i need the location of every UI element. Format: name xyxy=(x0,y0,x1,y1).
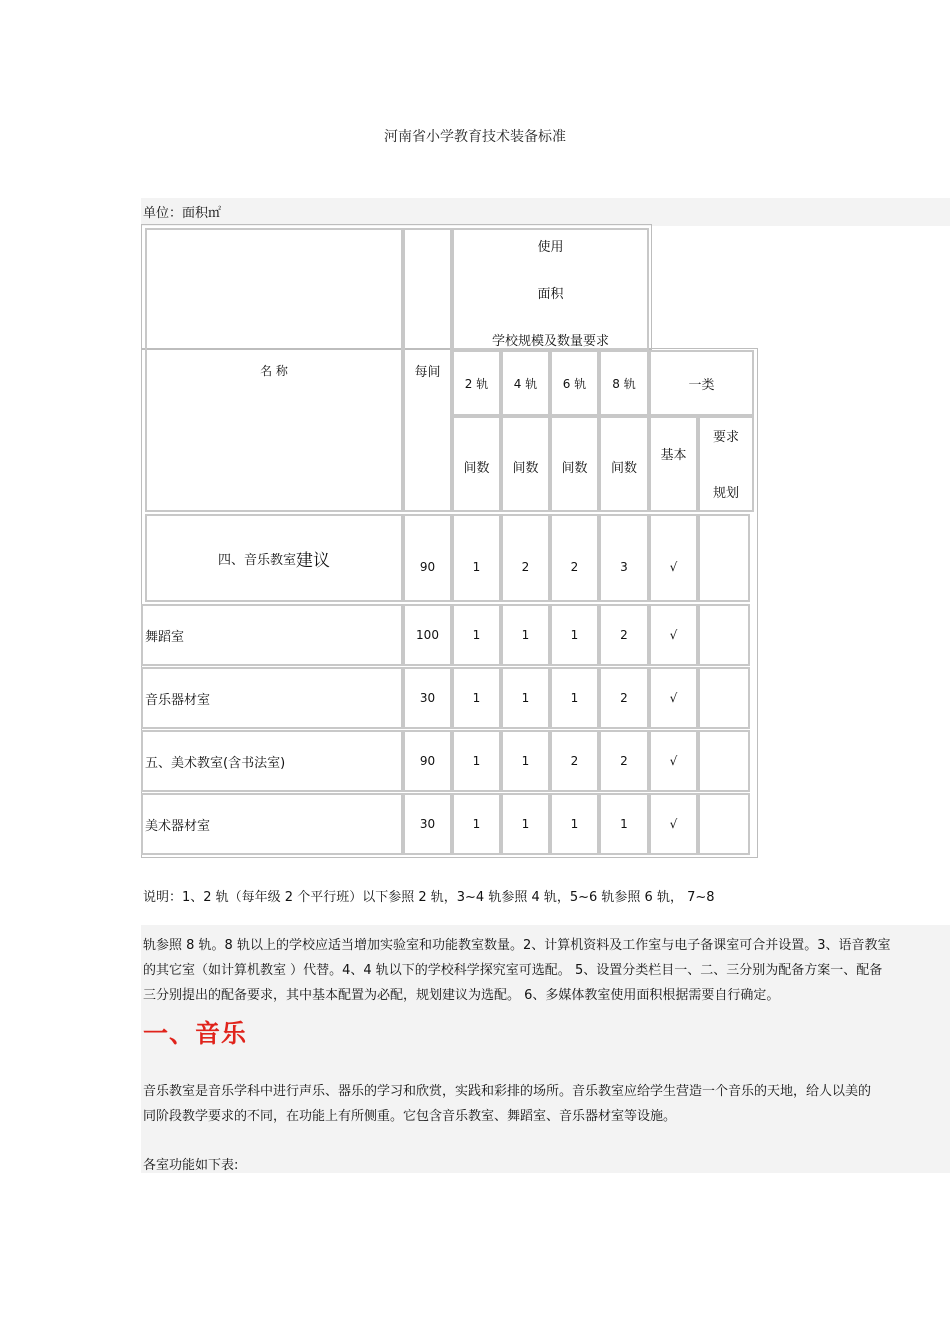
table-cell-count xyxy=(501,730,550,792)
table-cell-basic xyxy=(649,514,698,602)
table-cell-count xyxy=(599,604,649,666)
table-cell-area xyxy=(403,793,452,855)
table-cell-area xyxy=(403,514,452,602)
table-cell-area xyxy=(403,730,452,792)
track-8-label: 8 轨 xyxy=(612,376,636,391)
table-cell-count xyxy=(452,604,501,666)
table-cell-count xyxy=(550,730,599,792)
table-cell-basic xyxy=(649,793,698,855)
count-value: 1 xyxy=(472,560,481,574)
header-track-8 xyxy=(599,350,649,416)
notes-line-1: 说明：1、2 轨（每年级 2 个平行班）以下参照 2 轨，3~4 轨参照 4 轨，5~6 轨参照 6 轨， 7~8 xyxy=(143,890,715,905)
table-cell-count xyxy=(550,604,599,666)
header-name xyxy=(145,228,403,512)
header-per-room-text: 每间 xyxy=(414,364,441,380)
notes-line-2: 轨参照 8 轨。8 轨以上的学校应适当增加实验室和功能教室数量。2、计算机资料及工作室与电子备课室可合并设置。3、语音教室 xyxy=(143,938,891,953)
check-mark: √ xyxy=(669,560,678,574)
requirement-line2: 规划 xyxy=(712,486,739,501)
row-name-suffix: 建议 xyxy=(296,550,330,571)
check-mark: √ xyxy=(669,691,678,705)
area-value: 30 xyxy=(419,691,436,705)
count-label: 间数 xyxy=(561,461,588,476)
count-value: 1 xyxy=(472,628,481,642)
count-label: 间数 xyxy=(610,461,637,476)
row-name-text: 四、音乐教室 xyxy=(217,552,296,568)
count-value: 2 xyxy=(570,560,579,574)
table-cell-count xyxy=(599,514,649,602)
table-cell-count xyxy=(599,730,649,792)
row-name-text: 五、美术教室(含书法室) xyxy=(145,755,286,771)
header-count-6 xyxy=(550,416,599,512)
body-paragraph-line-2: 同阶段教学要求的不同，在功能上有所侧重。它包含音乐教室、舞蹈室、音乐器材室等设施。 xyxy=(143,1109,677,1124)
row-name-text: 音乐器材室 xyxy=(145,692,211,708)
table-cell-basic xyxy=(649,667,698,729)
count-label: 间数 xyxy=(512,461,539,476)
table-cell-count xyxy=(599,667,649,729)
header-track-6 xyxy=(550,350,599,416)
count-value: 1 xyxy=(570,628,579,642)
count-value: 3 xyxy=(620,560,628,574)
header-use: 使用 xyxy=(537,240,564,255)
count-value: 2 xyxy=(521,560,530,574)
track-4-label: 4 轨 xyxy=(513,376,538,391)
notes-line-3: 的其它室（如计算机教室 ）代替。4、4 轨以下的学校科学探究室可选配。 5、设置分类栏目一、二、三分别为配备方案一、配备 xyxy=(143,963,883,978)
table-cell-count xyxy=(501,514,550,602)
table-cell-count xyxy=(550,793,599,855)
table-row-name xyxy=(145,514,403,602)
header-category xyxy=(649,350,754,416)
count-value: 1 xyxy=(521,628,530,642)
track-2-label: 2 轨 xyxy=(464,376,489,391)
count-value: 1 xyxy=(521,817,530,831)
table-cell-count xyxy=(501,604,550,666)
count-value: 1 xyxy=(620,817,628,831)
area-value: 90 xyxy=(419,560,436,574)
unit-bar-shade xyxy=(141,198,950,226)
count-value: 2 xyxy=(570,754,579,768)
table-cell-count xyxy=(452,793,501,855)
table-cell-basic xyxy=(649,730,698,792)
table-row-name xyxy=(141,604,403,666)
count-value: 1 xyxy=(472,817,481,831)
count-value: 1 xyxy=(472,691,481,705)
table-cell-count xyxy=(550,514,599,602)
header-count-2 xyxy=(452,416,501,512)
count-value: 1 xyxy=(570,691,579,705)
area-value: 100 xyxy=(416,628,439,642)
table-cell-count xyxy=(452,514,501,602)
check-mark: √ xyxy=(669,628,678,642)
basic-label: 基本 xyxy=(660,448,687,463)
category-label: 一类 xyxy=(688,377,715,393)
table-cell-plan xyxy=(698,793,750,855)
section-heading: 一、音乐 xyxy=(143,1019,248,1048)
table-cell-count xyxy=(599,793,649,855)
header-scale: 学校规模及数量要求 xyxy=(491,334,609,349)
header-requirement xyxy=(698,416,754,512)
table-row-name xyxy=(141,730,403,792)
count-value: 2 xyxy=(620,691,628,705)
table-cell-plan xyxy=(698,667,750,729)
table-cell-count xyxy=(550,667,599,729)
document-title: 河南省小学教育技术装备标准 xyxy=(384,129,566,145)
header-name-text: 名 称 xyxy=(260,363,288,378)
table-cell-count xyxy=(501,667,550,729)
table-cell-count xyxy=(501,793,550,855)
count-label: 间数 xyxy=(463,461,490,476)
row-name-text: 舞蹈室 xyxy=(145,629,185,645)
count-value: 1 xyxy=(521,754,530,768)
count-value: 2 xyxy=(620,754,628,768)
check-mark: √ xyxy=(669,817,678,831)
header-track-2 xyxy=(452,350,501,416)
area-value: 30 xyxy=(419,817,436,831)
header-area: 面积 xyxy=(537,287,564,302)
table-row-name xyxy=(141,667,403,729)
table-cell-area xyxy=(403,604,452,666)
table-cell-plan xyxy=(698,730,750,792)
header-per-room xyxy=(403,228,452,512)
body-paragraph-line-1: 音乐教室是音乐学科中进行声乐、器乐的学习和欣赏，实践和彩排的场所。音乐教室应给学生营造一个音乐的天地，给人以美的 xyxy=(143,1084,872,1099)
unit-label: 单位：面积㎡ xyxy=(143,206,222,221)
count-value: 1 xyxy=(570,817,579,831)
header-use-area xyxy=(452,228,649,350)
track-6-label: 6 轨 xyxy=(562,376,587,391)
area-value: 90 xyxy=(419,754,436,768)
count-value: 2 xyxy=(620,628,628,642)
table-cell-basic xyxy=(649,604,698,666)
row-name-text: 美术器材室 xyxy=(145,818,211,834)
table-row-name xyxy=(141,793,403,855)
check-mark: √ xyxy=(669,754,678,768)
header-count-4 xyxy=(501,416,550,512)
equipment-table xyxy=(141,224,758,858)
header-basic xyxy=(649,416,698,512)
table-cell-area xyxy=(403,667,452,729)
table-cell-plan xyxy=(698,604,750,666)
requirement-line1: 要求 xyxy=(712,430,739,445)
notes-line-4: 三分别提出的配备要求，其中基本配置为必配，规划建议为选配。 6、多媒体教室使用面积根据需要自行确定。 xyxy=(143,988,780,1003)
closing-line: 各室功能如下表: xyxy=(143,1158,239,1173)
table-cell-plan xyxy=(698,514,750,602)
count-value: 1 xyxy=(521,691,530,705)
table-cell-count xyxy=(452,667,501,729)
header-count-8 xyxy=(599,416,649,512)
table-cell-count xyxy=(452,730,501,792)
header-track-4 xyxy=(501,350,550,416)
count-value: 1 xyxy=(472,754,481,768)
